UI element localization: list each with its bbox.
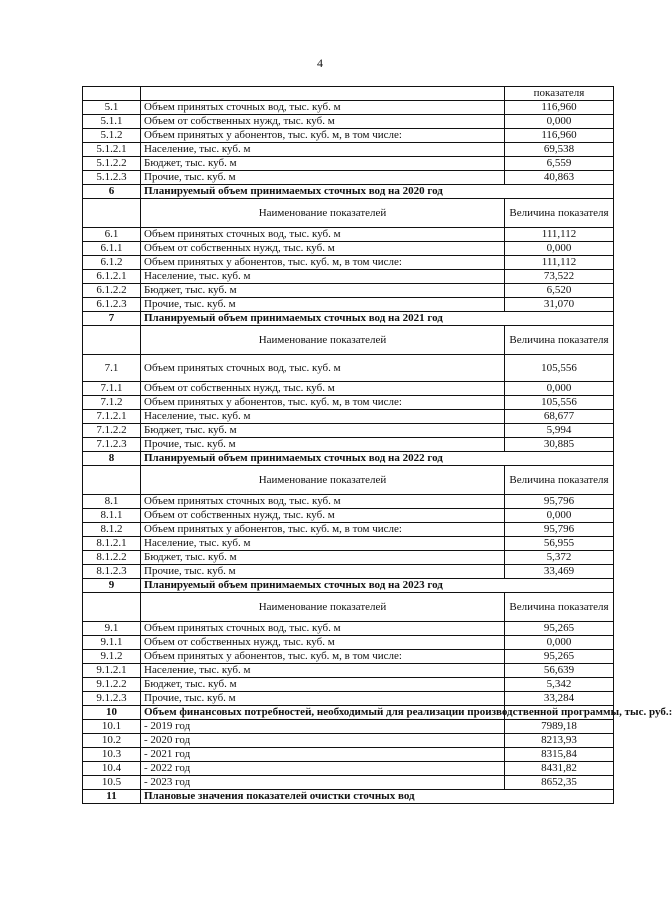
row-value: 56,639: [505, 664, 614, 678]
row-value: 105,556: [505, 355, 614, 382]
row-number: 10.3: [83, 748, 141, 762]
column-header-row: [83, 593, 614, 622]
table-row: [83, 692, 614, 706]
table-row: [83, 355, 614, 382]
row-name: Объем от собственных нужд, тыс. куб. м: [141, 242, 505, 256]
section-title: Плановые значения показателей очистки сточных вод: [141, 790, 614, 804]
row-number: 9.1.2.3: [83, 692, 141, 706]
row-number: 5.1: [83, 101, 141, 115]
row-number: 5.1.2.3: [83, 171, 141, 185]
row-name: - 2020 год: [141, 734, 505, 748]
table-row: [83, 284, 614, 298]
section-heading-row: [83, 452, 614, 466]
table-row: [83, 270, 614, 284]
section-heading-row: [83, 185, 614, 199]
table-row: [83, 410, 614, 424]
row-value: 116,960: [505, 101, 614, 115]
empty-cell: [83, 593, 141, 622]
row-value: 95,265: [505, 650, 614, 664]
table-row: [83, 523, 614, 537]
table-row: [83, 776, 614, 790]
table-row: [83, 720, 614, 734]
table-row: [83, 396, 614, 410]
column-header-row: [83, 466, 614, 495]
row-name: Объем принятых у абонентов, тыс. куб. м, в том числе:: [141, 129, 505, 143]
value-column-header: Величина показателя: [505, 199, 614, 228]
indicators-table: [82, 86, 672, 804]
row-number: 9.1.2.2: [83, 678, 141, 692]
row-name: - 2021 год: [141, 748, 505, 762]
row-name: Объем принятых сточных вод, тыс. куб. м: [141, 495, 505, 509]
row-value: 5,372: [505, 551, 614, 565]
empty-cell: [83, 326, 141, 355]
row-name: Прочие, тыс. куб. м: [141, 298, 505, 312]
row-value: 95,796: [505, 495, 614, 509]
section-number: 8: [83, 452, 141, 466]
row-number: 5.1.2: [83, 129, 141, 143]
row-number: 7.1.1: [83, 382, 141, 396]
row-value: 0,000: [505, 115, 614, 129]
row-value: 8213,93: [505, 734, 614, 748]
row-name: Бюджет, тыс. куб. м: [141, 551, 505, 565]
row-number: 6.1.2.2: [83, 284, 141, 298]
row-name: Бюджет, тыс. куб. м: [141, 284, 505, 298]
row-number: 7.1.2.3: [83, 438, 141, 452]
section-title: Планируемый объем принимаемых сточных вод на 2020 год: [141, 185, 614, 199]
table-row: [83, 537, 614, 551]
table-row: [83, 157, 614, 171]
column-header-row: [83, 326, 614, 355]
section-title: Планируемый объем принимаемых сточных вод на 2022 год: [141, 452, 614, 466]
section-heading-row: [83, 790, 614, 804]
row-number: 8.1.2.1: [83, 537, 141, 551]
row-name: Объем принятых сточных вод, тыс. куб. м: [141, 228, 505, 242]
empty-cell: [141, 87, 505, 101]
table-row: [83, 734, 614, 748]
section-title: Планируемый объем принимаемых сточных вод на 2023 год: [141, 579, 614, 593]
row-number: 10.4: [83, 762, 141, 776]
empty-cell: [83, 466, 141, 495]
empty-cell: [83, 87, 141, 101]
row-number: 5.1.2.2: [83, 157, 141, 171]
table-row: [83, 495, 614, 509]
row-number: 8.1.2.3: [83, 565, 141, 579]
table-row: [83, 622, 614, 636]
table-row: [83, 424, 614, 438]
row-name: Объем от собственных нужд, тыс. куб. м: [141, 636, 505, 650]
row-value: 33,469: [505, 565, 614, 579]
value-column-header: Величина показателя: [505, 466, 614, 495]
row-name: Бюджет, тыс. куб. м: [141, 424, 505, 438]
row-name: Население, тыс. куб. м: [141, 664, 505, 678]
row-name: Объем принятых у абонентов, тыс. куб. м, в том числе:: [141, 256, 505, 270]
row-name: Объем принятых у абонентов, тыс. куб. м, в том числе:: [141, 650, 505, 664]
value-column-header: Величина показателя: [505, 326, 614, 355]
table-row: [83, 551, 614, 565]
value-column-header: Величина показателя: [505, 593, 614, 622]
name-column-header: Наименование показателей: [141, 593, 505, 622]
row-value: 56,955: [505, 537, 614, 551]
row-number: 7.1.2.1: [83, 410, 141, 424]
row-value: 8652,35: [505, 776, 614, 790]
row-number: 5.1.2.1: [83, 143, 141, 157]
value-column-header: показателя: [505, 87, 614, 101]
row-number: 6.1.2: [83, 256, 141, 270]
row-value: 5,994: [505, 424, 614, 438]
row-number: 7.1.2: [83, 396, 141, 410]
row-number: 8.1.2.2: [83, 551, 141, 565]
row-number: 9.1.2: [83, 650, 141, 664]
row-number: 10.2: [83, 734, 141, 748]
row-name: Прочие, тыс. куб. м: [141, 565, 505, 579]
row-name: Население, тыс. куб. м: [141, 410, 505, 424]
table-row: [83, 664, 614, 678]
row-name: - 2023 год: [141, 776, 505, 790]
table-row: [83, 115, 614, 129]
row-value: 111,112: [505, 228, 614, 242]
section-heading-row: [83, 312, 614, 326]
row-value: 95,265: [505, 622, 614, 636]
row-number: 8.1.2: [83, 523, 141, 537]
name-column-header: Наименование показателей: [141, 326, 505, 355]
row-value: 6,520: [505, 284, 614, 298]
row-name: Объем от собственных нужд, тыс. куб. м: [141, 382, 505, 396]
row-name: Прочие, тыс. куб. м: [141, 438, 505, 452]
row-value: 73,522: [505, 270, 614, 284]
page-number: 4: [317, 56, 323, 70]
row-value: 0,000: [505, 382, 614, 396]
table-row: [83, 438, 614, 452]
column-header-row: [83, 199, 614, 228]
indicators-table-body: [83, 87, 672, 804]
row-name: Население, тыс. куб. м: [141, 537, 505, 551]
section-title: Планируемый объем принимаемых сточных вод на 2021 год: [141, 312, 614, 326]
row-name: Объем принятых сточных вод, тыс. куб. м: [141, 355, 505, 382]
table-row: [83, 228, 614, 242]
row-value: 0,000: [505, 509, 614, 523]
row-name: Объем принятых сточных вод, тыс. куб. м: [141, 622, 505, 636]
table-row: [83, 762, 614, 776]
section-number: 10: [83, 706, 141, 720]
row-value: 8315,84: [505, 748, 614, 762]
row-value: 69,538: [505, 143, 614, 157]
row-name: Объем от собственных нужд, тыс. куб. м: [141, 509, 505, 523]
row-value: 6,559: [505, 157, 614, 171]
section-number: 9: [83, 579, 141, 593]
row-name: Бюджет, тыс. куб. м: [141, 678, 505, 692]
row-name: Объем принятых у абонентов, тыс. куб. м, в том числе:: [141, 523, 505, 537]
table-row: [83, 678, 614, 692]
row-value: 8431,82: [505, 762, 614, 776]
row-name: Прочие, тыс. куб. м: [141, 692, 505, 706]
row-value: 105,556: [505, 396, 614, 410]
row-value: 30,885: [505, 438, 614, 452]
row-value: 40,863: [505, 171, 614, 185]
row-name: Население, тыс. куб. м: [141, 270, 505, 284]
row-number: 6.1.2.3: [83, 298, 141, 312]
table-row: [83, 748, 614, 762]
row-number: 9.1.2.1: [83, 664, 141, 678]
name-column-header: Наименование показателей: [141, 466, 505, 495]
row-number: 10.1: [83, 720, 141, 734]
empty-cell: [83, 199, 141, 228]
row-number: 7.1.2.2: [83, 424, 141, 438]
row-name: Объем принятых сточных вод, тыс. куб. м: [141, 101, 505, 115]
table-row: [83, 101, 614, 115]
table-continuation-header: [83, 87, 614, 101]
row-value: 5,342: [505, 678, 614, 692]
row-number: 6.1.1: [83, 242, 141, 256]
section-number: 11: [83, 790, 141, 804]
row-value: 31,070: [505, 298, 614, 312]
table-row: [83, 256, 614, 270]
row-value: 116,960: [505, 129, 614, 143]
row-name: Объем от собственных нужд, тыс. куб. м: [141, 115, 505, 129]
row-value: 68,677: [505, 410, 614, 424]
table-row: [83, 242, 614, 256]
row-number: 10.5: [83, 776, 141, 790]
table-row: [83, 143, 614, 157]
row-number: 6.1.2.1: [83, 270, 141, 284]
row-number: 5.1.1: [83, 115, 141, 129]
row-value: 0,000: [505, 242, 614, 256]
section-number: 7: [83, 312, 141, 326]
table-row: [83, 129, 614, 143]
row-number: 8.1: [83, 495, 141, 509]
section-heading-row: [83, 579, 614, 593]
row-name: - 2022 год: [141, 762, 505, 776]
section-title: Объем финансовых потребностей, необходимый для реализации производственной программы, тыс. руб.:: [141, 706, 505, 720]
row-number: 9.1.1: [83, 636, 141, 650]
row-value: 111,112: [505, 256, 614, 270]
row-name: - 2019 год: [141, 720, 505, 734]
section-number: 6: [83, 185, 141, 199]
table-row: [83, 382, 614, 396]
row-name: Бюджет, тыс. куб. м: [141, 157, 505, 171]
row-name: Население, тыс. куб. м: [141, 143, 505, 157]
table-row: [83, 298, 614, 312]
row-name: Объем принятых у абонентов, тыс. куб. м, в том числе:: [141, 396, 505, 410]
table-row: [83, 650, 614, 664]
row-name: Прочие, тыс. куб. м: [141, 171, 505, 185]
row-value: 95,796: [505, 523, 614, 537]
table-row: [83, 509, 614, 523]
table-row: [83, 565, 614, 579]
row-number: 7.1: [83, 355, 141, 382]
name-column-header: Наименование показателей: [141, 199, 505, 228]
row-number: 8.1.1: [83, 509, 141, 523]
row-number: 6.1: [83, 228, 141, 242]
row-value: 7989,18: [505, 720, 614, 734]
row-value: 33,284: [505, 692, 614, 706]
section-heading-row: [83, 706, 614, 720]
row-number: 9.1: [83, 622, 141, 636]
table-row: [83, 171, 614, 185]
table-row: [83, 636, 614, 650]
row-value: 0,000: [505, 636, 614, 650]
